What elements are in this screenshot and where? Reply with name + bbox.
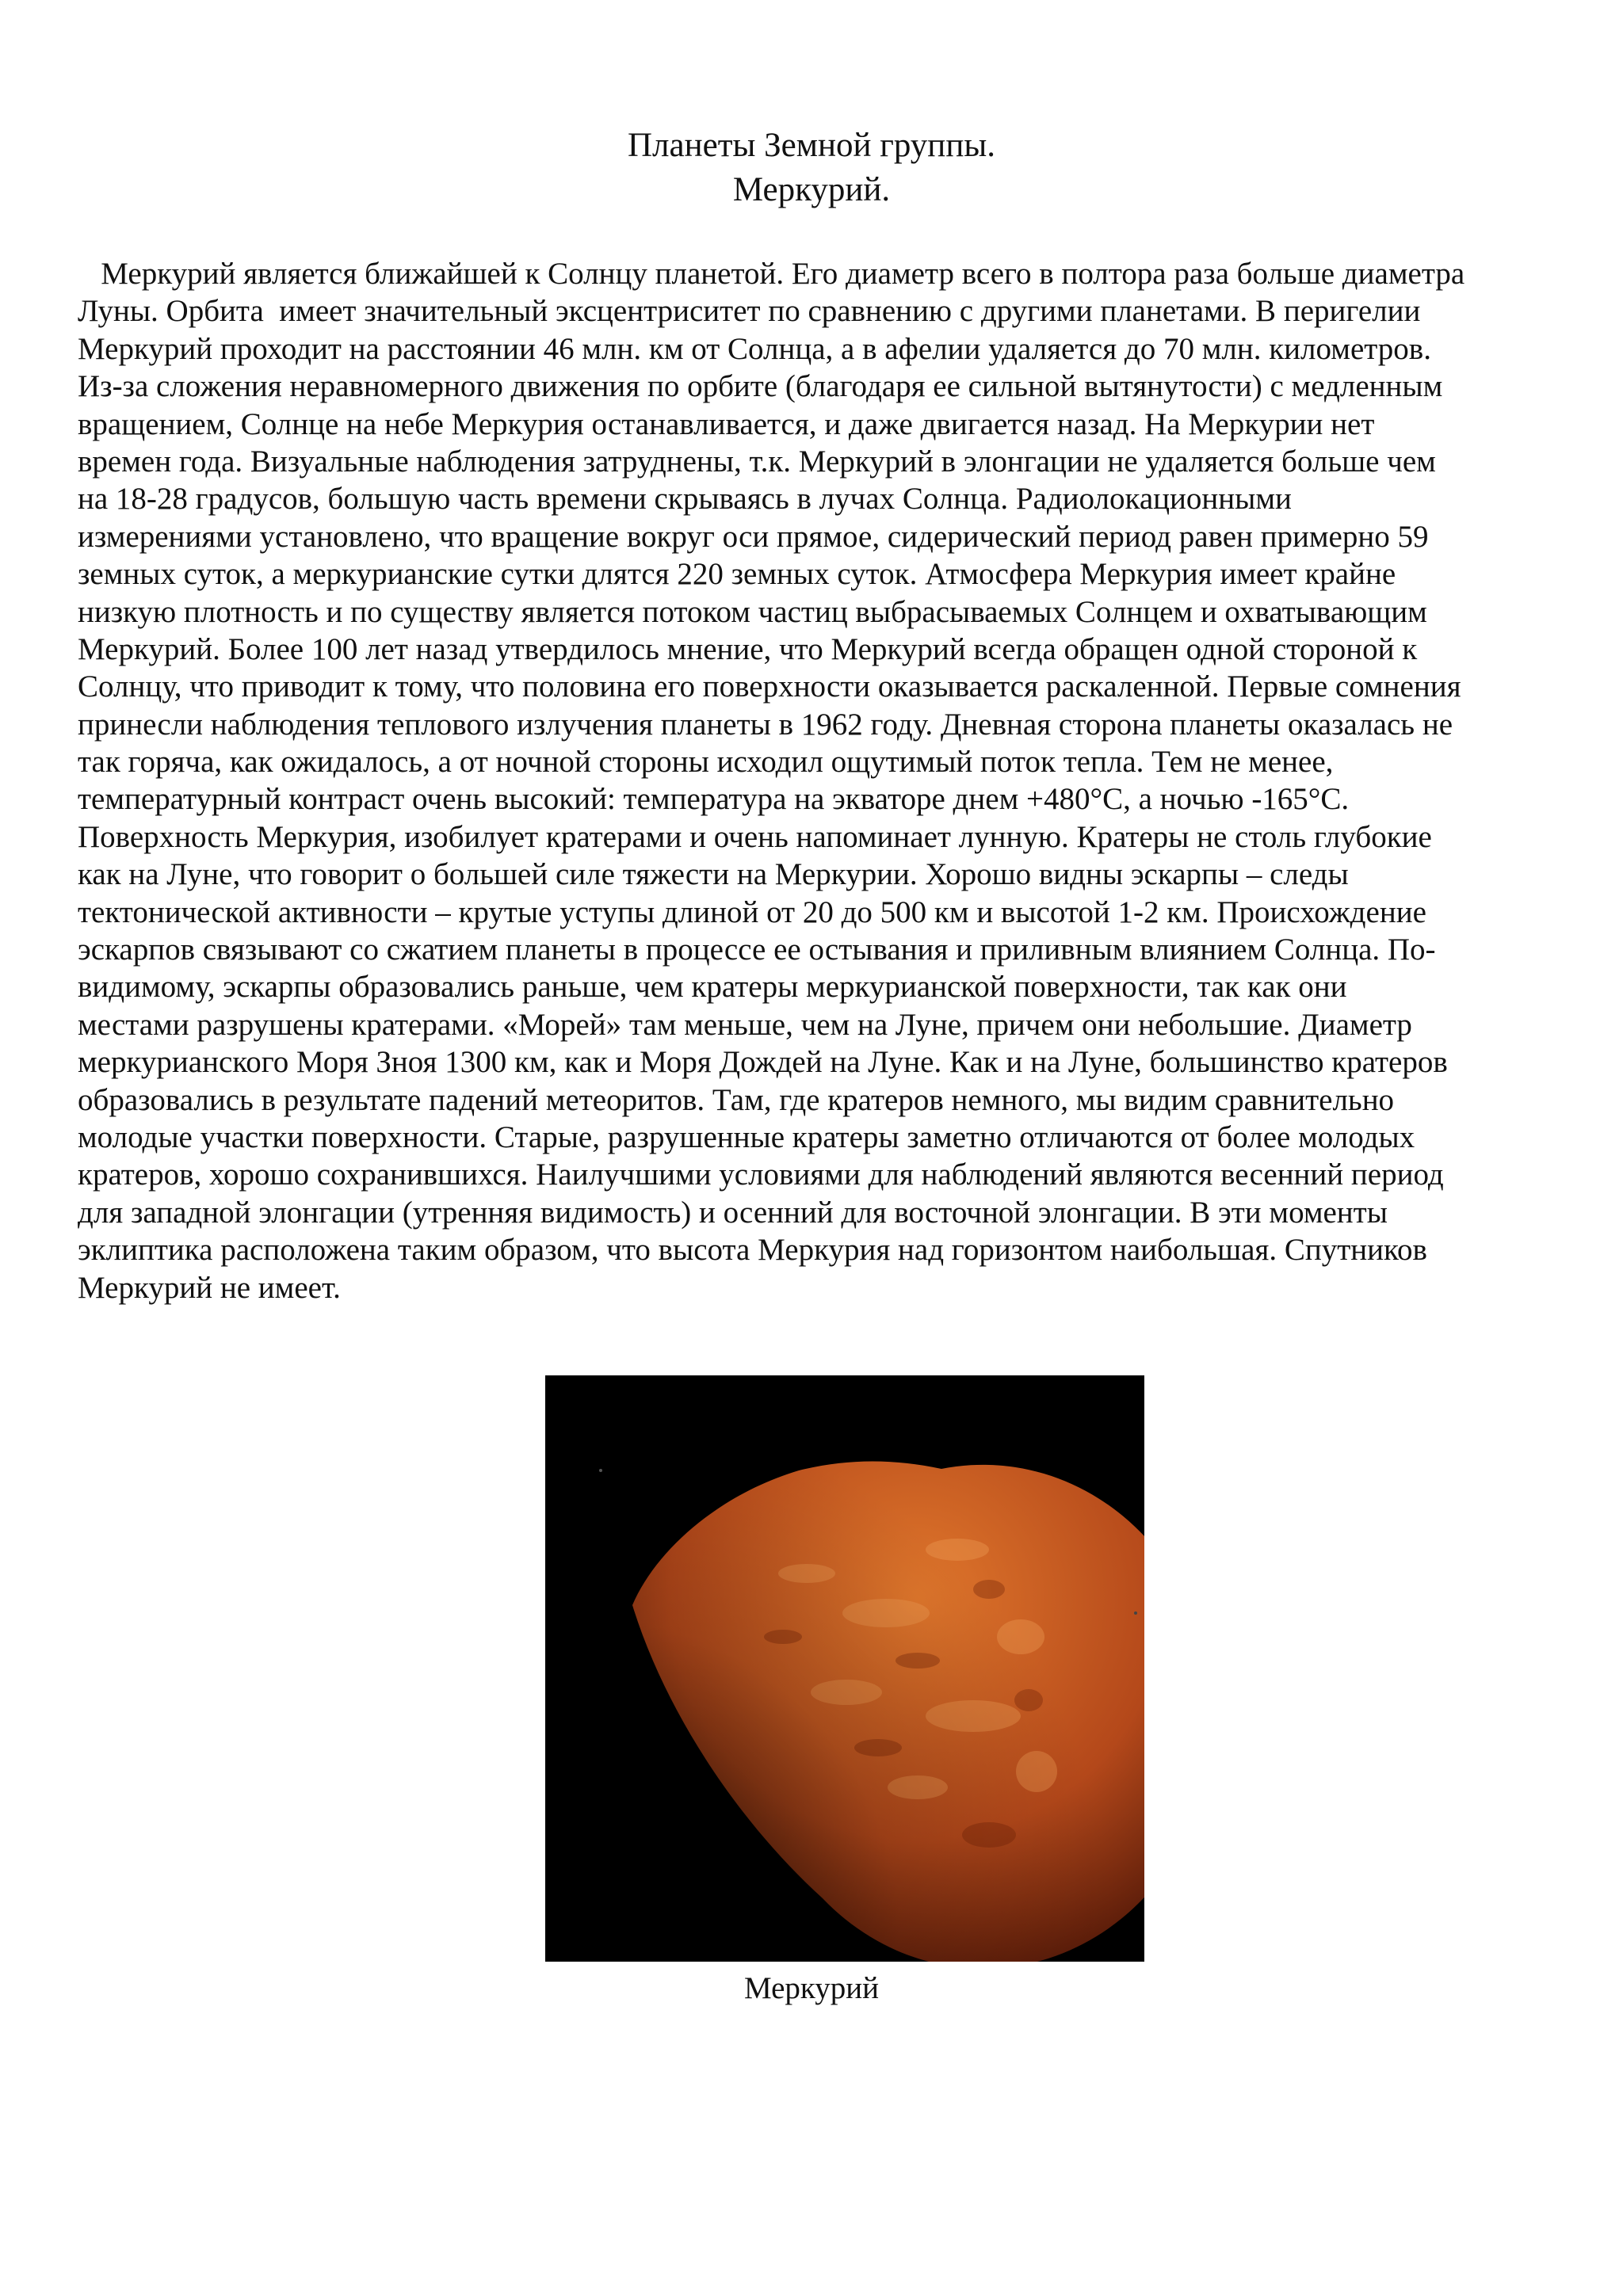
body-line: образовались в результате падений метеоритов. Там, где кратеров немного, мы видим сравнительно [78, 1082, 1395, 1117]
body-line: местами разрушены кратерами. «Морей» там меньше, чем на Луне, причем они небольшие. Диаметр [78, 1007, 1412, 1042]
body-line: меркурианского Моря Зноя 1300 км, как и Моря Дождей на Луне. Как и на Луне, большинство кратеров [78, 1045, 1448, 1080]
body-line: как на Луне, что говорит о большей силе тяжести на Меркурии. Хорошо видны эскарпы – следы [78, 857, 1349, 892]
body-line: земных суток, а меркурианские сутки длятся 220 земных суток. Атмосфера Меркурия имеет крайне [78, 557, 1396, 592]
body-line: Меркурий является ближайшей к Солнцу планетой. Его диаметр всего в полтора раза больше диаметра [78, 257, 1465, 291]
body-line: вращением, Солнце на небе Меркурия останавливается, и даже двигается назад. На Меркурии нет [78, 406, 1375, 441]
body-line: эскарпов связывают со сжатием планеты в процессе ее остывания и приливным влиянием Солнца. По- [78, 933, 1436, 967]
body-line: Меркурий проходит на расстоянии 46 млн. км от Солнца, а в афелии удаляется до 70 млн. километров. [78, 331, 1431, 366]
title-line-1: Планеты Земной группы. [628, 127, 995, 164]
body-line: тектонической активности – крутые уступы длиной от 20 до 500 км и высотой 1-2 км. Происхождение [78, 894, 1426, 929]
body-paragraph [78, 255, 1552, 1306]
title-line-2: Меркурий. [732, 171, 891, 208]
body-line: Солнцу, что приводит к тому, что половина его поверхности оказывается раскаленной. Первые сомнения [78, 669, 1461, 704]
body-line: Поверхность Меркурия, изобилует кратерами и очень напоминает лунную. Кратеры не столь глубокие [78, 819, 1432, 854]
body-line: времен года. Визуальные наблюдения затруднены, т.к. Меркурий в элонгации не удаляется больше чем [78, 444, 1436, 479]
body-line: для западной элонгации (утренняя видимость) и осенний для восточной элонгации. В эти моменты [78, 1195, 1388, 1230]
body-line: Луны. Орбита имеет значительный эксцентриситет по сравнению с другими планетами. В перигелии [78, 294, 1421, 329]
body-line: на 18-28 градусов, большую часть времени скрываясь в лучах Солнца. Радиолокационными [78, 482, 1292, 517]
body-line: Меркурий не имеет. [78, 1270, 341, 1305]
body-line: молодые участки поверхности. Старые, разрушенные кратеры заметно отличаются от более молодых [78, 1119, 1415, 1154]
body-line: эклиптика расположена таким образом, что высота Меркурия над горизонтом наибольшая. Спутников [78, 1233, 1427, 1268]
star-dot [599, 1469, 602, 1472]
mercury-photo [545, 1375, 1144, 1962]
body-line: кратеров, хорошо сохранившихся. Наилучшими условиями для наблюдений являются весенний период [78, 1158, 1444, 1192]
body-line: Из-за сложения неравномерного движения по орбите (благодаря ее сильной вытянутости) с медленным [78, 369, 1443, 404]
body-line: низкую плотность и по существу является потоком частиц выбрасываемых Солнцем и охватывающим [78, 594, 1427, 629]
body-line: так горяча, как ожидалось, а от ночной стороны исходил ощутимый поток тепла. Тем не менее, [78, 745, 1334, 780]
mercury-planet-image [545, 1375, 1144, 1962]
body-line: температурный контраст очень высокий: температура на экваторе днем +480°С, а ночью -165°С. [78, 782, 1350, 817]
body-line: Меркурий. Более 100 лет назад утвердилось мнение, что Меркурий всегда обращен одной стороной к [78, 631, 1418, 666]
body-line: измерениями установлено, что вращение вокруг оси прямое, сидерический период равен примерно 59 [78, 519, 1429, 554]
body-line: видимому, эскарпы образовались раньше, чем кратеры меркурианской поверхности, так как они [78, 970, 1347, 1005]
star-dot [1134, 1611, 1137, 1615]
body-line: принесли наблюдения теплового излучения планеты в 1962 году. Дневная сторона планеты оказалась не [78, 707, 1453, 742]
document-title [0, 124, 1623, 212]
figure-caption: Меркурий [743, 1971, 880, 2005]
